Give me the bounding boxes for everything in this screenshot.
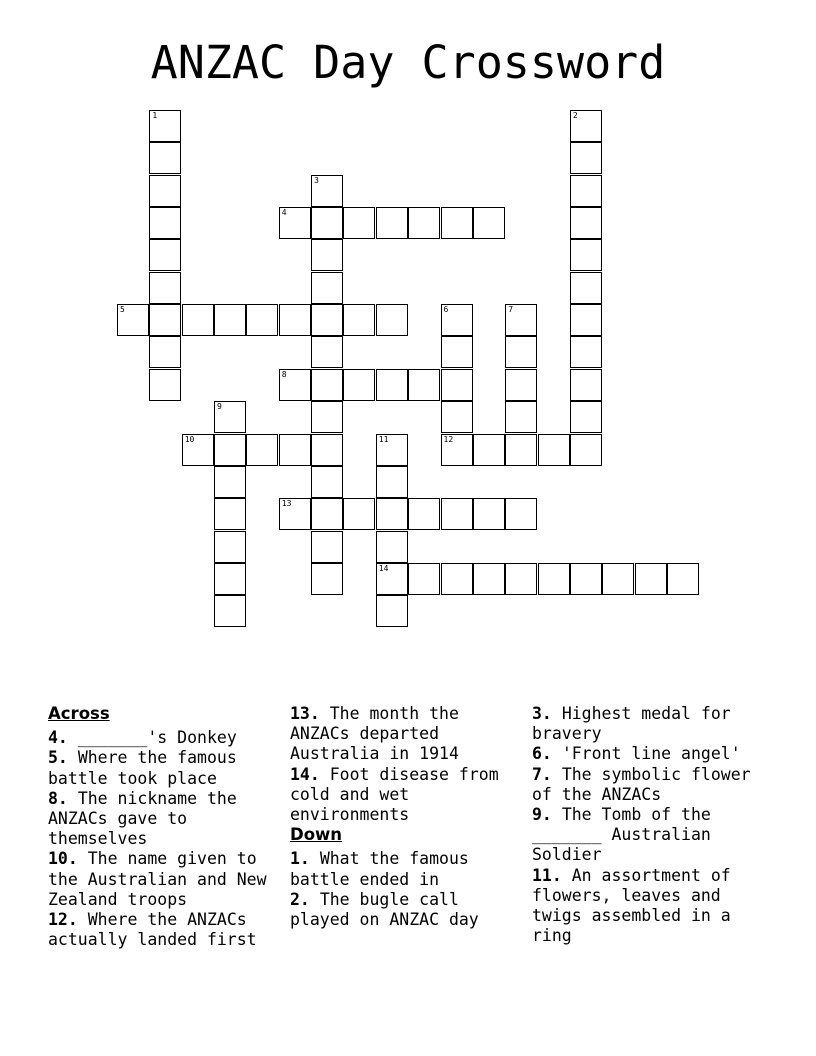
crossword-cell[interactable]: [376, 595, 408, 627]
crossword-cell[interactable]: [570, 369, 602, 401]
clue-text: Foot disease from cold and wet environments: [290, 764, 499, 825]
clue-text: What the famous battle ended in: [290, 849, 469, 889]
crossword-cell[interactable]: [214, 563, 246, 595]
crossword-cell[interactable]: [279, 304, 311, 336]
crossword-cell[interactable]: [505, 336, 537, 368]
crossword-cell[interactable]: [602, 563, 634, 595]
cell-number: 9: [217, 402, 222, 412]
crossword-cell[interactable]: [570, 207, 602, 239]
clue-across-12: [48, 910, 276, 950]
crossword-cell[interactable]: [505, 304, 537, 336]
clue-across-8: [48, 789, 276, 850]
clue-down-9: [532, 805, 754, 866]
crossword-cell[interactable]: [311, 336, 343, 368]
crossword-cell[interactable]: [570, 272, 602, 304]
crossword-cell[interactable]: [214, 434, 246, 466]
crossword-cell[interactable]: [570, 563, 602, 595]
crossword-cell[interactable]: [311, 531, 343, 563]
crossword-cell[interactable]: [441, 401, 473, 433]
crossword-cell[interactable]: [214, 498, 246, 530]
crossword-cell[interactable]: [376, 434, 408, 466]
clue-number: 8.: [48, 788, 68, 808]
crossword-cell[interactable]: [214, 531, 246, 563]
crossword-cell[interactable]: [279, 498, 311, 530]
cell-number: 11: [378, 434, 389, 444]
crossword-cell[interactable]: [441, 563, 473, 595]
crossword-cell[interactable]: [214, 304, 246, 336]
clue-across-13: [290, 704, 512, 765]
crossword-cell[interactable]: [505, 563, 537, 595]
crossword-cell[interactable]: [246, 304, 278, 336]
clue-number: 5.: [48, 748, 68, 768]
crossword-cell[interactable]: [149, 272, 181, 304]
crossword-cell[interactable]: [279, 207, 311, 239]
clue-text: The nickname the ANZACs gave to themselves: [48, 788, 237, 849]
crossword-cell[interactable]: [182, 304, 214, 336]
crossword-cell[interactable]: [408, 369, 440, 401]
crossword-cell[interactable]: [311, 304, 343, 336]
clue-number: 9.: [532, 805, 552, 825]
cell-number: 8: [281, 369, 287, 379]
clue-across-5: [48, 748, 276, 788]
crossword-cell[interactable]: [246, 434, 278, 466]
crossword-cell[interactable]: [473, 207, 505, 239]
crossword-cell[interactable]: [473, 498, 505, 530]
crossword-cell[interactable]: [473, 563, 505, 595]
clue-number: 3.: [532, 704, 552, 723]
crossword-cell[interactable]: [473, 434, 505, 466]
clue-number: 12.: [48, 910, 78, 930]
cell-number: 3: [314, 175, 319, 185]
crossword-cell[interactable]: [441, 369, 473, 401]
crossword-cell[interactable]: [505, 434, 537, 466]
clue-across-4: [48, 728, 276, 748]
crossword-cell[interactable]: [343, 207, 375, 239]
crossword-cell[interactable]: [311, 563, 343, 595]
cell-number: 14: [378, 563, 389, 573]
cell-number: 12: [443, 434, 454, 444]
crossword-cell[interactable]: [441, 207, 473, 239]
clue-down-11: [532, 866, 754, 947]
crossword-cell[interactable]: [149, 207, 181, 239]
crossword-cell[interactable]: [311, 239, 343, 271]
crossword-cell[interactable]: [570, 434, 602, 466]
crossword-cell[interactable]: [441, 336, 473, 368]
crossword-cell[interactable]: [635, 563, 667, 595]
crossword-cell[interactable]: [311, 434, 343, 466]
clue-across-14: [290, 765, 512, 826]
crossword-cell[interactable]: [376, 304, 408, 336]
clue-text: Highest medal for bravery: [532, 704, 731, 744]
clue-number: 13.: [290, 704, 320, 723]
clue-column-1: [48, 704, 276, 950]
clue-number: 1.: [290, 849, 310, 869]
clue-text: Where the famous battle took place: [48, 748, 237, 788]
crossword-cell[interactable]: [441, 498, 473, 530]
crossword-cell[interactable]: [343, 498, 375, 530]
crossword-cell[interactable]: [311, 401, 343, 433]
cell-number: 5: [120, 305, 125, 315]
clue-down-6: [532, 744, 754, 764]
clue-down-3: [532, 704, 754, 744]
cell-number: 13: [281, 499, 292, 509]
page-title: ANZAC Day Crossword: [150, 36, 666, 89]
clue-text: The month the ANZACs departed Australia in 1914: [290, 704, 459, 764]
crossword-cell[interactable]: [311, 175, 343, 207]
crossword-cell[interactable]: [667, 563, 699, 595]
clue-down-7: [532, 765, 754, 805]
crossword-cell[interactable]: [311, 466, 343, 498]
clue-column-3: [532, 704, 754, 946]
crossword-cell[interactable]: [408, 498, 440, 530]
cell-number: 6: [443, 305, 449, 315]
clue-text: _______'s Donkey: [77, 728, 237, 748]
crossword-cell[interactable]: [214, 595, 246, 627]
crossword-cell[interactable]: [570, 142, 602, 174]
crossword-cell[interactable]: [408, 207, 440, 239]
crossword-cell[interactable]: [149, 336, 181, 368]
crossword-cell[interactable]: [570, 239, 602, 271]
clue-column-2: [290, 704, 512, 930]
crossword-cell[interactable]: [311, 207, 343, 239]
cell-number: 4: [281, 208, 287, 218]
crossword-cell[interactable]: [538, 563, 570, 595]
crossword-cell[interactable]: [149, 239, 181, 271]
cell-number: 2: [572, 111, 578, 120]
down-heading: Down: [290, 825, 343, 845]
crossword-cell[interactable]: [376, 531, 408, 563]
crossword-cell[interactable]: [376, 207, 408, 239]
crossword-cell[interactable]: [570, 304, 602, 336]
crossword-cell[interactable]: [279, 434, 311, 466]
crossword-cell[interactable]: [214, 466, 246, 498]
crossword-cell[interactable]: [343, 369, 375, 401]
crossword-cell[interactable]: [117, 304, 149, 336]
clue-down-2: [290, 890, 512, 930]
across-heading: Across: [48, 704, 110, 723]
clue-across-10: [48, 849, 276, 910]
clue-text: The bugle call played on ANZAC day: [290, 889, 479, 930]
crossword-cell[interactable]: [570, 175, 602, 207]
crossword-cell[interactable]: [376, 466, 408, 498]
cell-number: 1: [152, 111, 158, 120]
crossword-cell[interactable]: [538, 434, 570, 466]
clue-text: The name given to the Australian and New Zealand troops: [48, 849, 267, 909]
clue-number: 11.: [532, 865, 562, 885]
crossword-cell[interactable]: [311, 498, 343, 530]
clue-number: 6.: [532, 744, 552, 764]
clue-text: An assortment of flowers, leaves and twigs assembled in a ring: [532, 865, 731, 946]
cell-number: 10: [184, 434, 195, 444]
clue-number: 4.: [48, 728, 68, 748]
crossword-cell[interactable]: [376, 563, 408, 595]
crossword-cell[interactable]: [214, 401, 246, 433]
crossword-cell[interactable]: [149, 110, 181, 142]
crossword-cell[interactable]: [149, 304, 181, 336]
crossword-cell[interactable]: [279, 369, 311, 401]
clue-text: The symbolic flower of the ANZACs: [532, 764, 751, 804]
crossword-cell[interactable]: [182, 434, 214, 466]
clue-number: 7.: [532, 764, 552, 784]
crossword-cell[interactable]: [441, 304, 473, 336]
crossword-cell[interactable]: [149, 175, 181, 207]
crossword-cell[interactable]: [311, 369, 343, 401]
clue-down-1: [290, 849, 512, 889]
crossword-cell[interactable]: [149, 369, 181, 401]
crossword-cell[interactable]: [505, 401, 537, 433]
crossword-cell[interactable]: [311, 272, 343, 304]
clue-number: 14.: [290, 764, 320, 784]
clue-text: The Tomb of the _______ Australian Soldier: [532, 805, 711, 865]
crossword-cell[interactable]: [376, 498, 408, 530]
crossword-cell[interactable]: [570, 110, 602, 142]
crossword-cell[interactable]: [343, 304, 375, 336]
crossword-cell[interactable]: [570, 401, 602, 433]
crossword-cell[interactable]: [149, 142, 181, 174]
crossword-cell[interactable]: [441, 434, 473, 466]
crossword-cell[interactable]: [505, 369, 537, 401]
crossword-cell[interactable]: [408, 563, 440, 595]
cell-number: 7: [508, 305, 514, 315]
crossword-cell[interactable]: [376, 369, 408, 401]
crossword-cell[interactable]: [505, 498, 537, 530]
crossword-cell[interactable]: [570, 336, 602, 368]
clue-text: Where the ANZACs actually landed first: [48, 910, 257, 950]
clue-text: 'Front line angel': [561, 744, 741, 764]
clue-number: 2.: [290, 889, 310, 909]
clue-number: 10.: [48, 849, 78, 869]
